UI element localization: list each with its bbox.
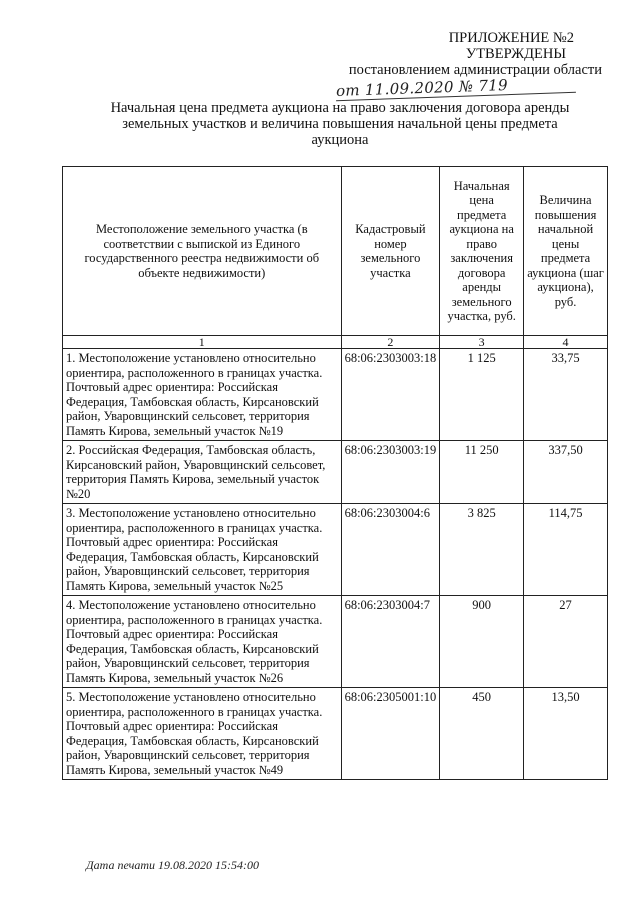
decree-line: постановлением администрации области (348, 62, 602, 78)
lot-cadastral-number: 68:06:2303004:7 (341, 596, 440, 688)
print-date: Дата печати 19.08.2020 15:54:00 (86, 858, 259, 872)
column-number: 4 (524, 336, 608, 349)
lot-location: 2. Российская Федерация, Тамбовская область, Кирсановский район, Уваровщинский сельсовет, территория Память Кирова, земельный участок №20 (63, 441, 342, 504)
table-row (63, 441, 608, 504)
lot-start-price: 3 825 (440, 504, 524, 596)
lot-cadastral-number: 68:06:2305001:10 (341, 688, 440, 780)
lot-location: 4. Местоположение установлено относительно ориентира, расположенного в границах участка. Почтовый адрес ориентира: Российская Федерация, Тамбовская область, Кирсановский район, Уваровщинский сельсовет, территория Память Кирова, земельный участок №26 (63, 596, 342, 688)
lot-auction-step: 27 (524, 596, 608, 688)
appendix-number: ПРИЛОЖЕНИЕ №2 (448, 30, 574, 46)
approved-label: УТВЕРЖДЕНЫ (465, 46, 566, 62)
lot-cadastral-number: 68:06:2303003:18 (341, 349, 440, 441)
header-start-price: Начальная цена предмета аукциона на право заключения договора аренды земельного участка, руб. (440, 167, 524, 336)
header-location: Местоположение земельного участка (в соответствии с выпиской из Единого государственного реестра недвижимости об объекте недвижимости) (63, 167, 342, 336)
column-number: 2 (341, 336, 440, 349)
column-number-row (63, 336, 608, 349)
header-cadastral: Кадастровый номер земельного участка (341, 167, 440, 336)
lot-auction-step: 33,75 (524, 349, 608, 441)
table-header-row (63, 167, 608, 336)
title-line-3: аукциона (311, 132, 369, 148)
lot-start-price: 900 (440, 596, 524, 688)
lot-start-price: 11 250 (440, 441, 524, 504)
title-line-2: земельных участков и величина повышения начальной цены предмета (122, 116, 558, 132)
lot-location: 5. Местоположение установлено относительно ориентира, расположенного в границах участка. Почтовый адрес ориентира: Российская Федерация, Тамбовская область, Кирсановский район, Уваровщинский сельсовет, территория Память Кирова, земельный участок №49 (63, 688, 342, 780)
lot-location: 1. Местоположение установлено относительно ориентира, расположенного в границах участка. Почтовый адрес ориентира: Российская Федерация, Тамбовская область, Кирсановский район, Уваровщинский сельсовет, территория Память Кирова, земельный участок №19 (63, 349, 342, 441)
auction-lots-table (62, 166, 608, 780)
column-number: 1 (63, 336, 342, 349)
document-title (70, 100, 610, 148)
lot-auction-step: 114,75 (524, 504, 608, 596)
appendix-header (349, 30, 602, 78)
lot-auction-step: 13,50 (524, 688, 608, 780)
lot-location: 3. Местоположение установлено относительно ориентира, расположенного в границах участка. Почтовый адрес ориентира: Российская Федерация, Тамбовская область, Кирсановский район, Уваровщинский сельсовет, территория Память Кирова, земельный участок №25 (63, 504, 342, 596)
lot-cadastral-number: 68:06:2303004:6 (341, 504, 440, 596)
table-row (63, 596, 608, 688)
lot-start-price: 450 (440, 688, 524, 780)
table-row (63, 349, 608, 441)
column-number: 3 (440, 336, 524, 349)
title-line-1: Начальная цена предмета аукциона на право заключения договора аренды (110, 100, 570, 116)
handwritten-date: от 11.09.2020 № 719 (335, 76, 509, 100)
table-row (63, 688, 608, 780)
lot-auction-step: 337,50 (524, 441, 608, 504)
lot-cadastral-number: 68:06:2303003:19 (341, 441, 440, 504)
header-auction-step: Величина повышения начальной цены предмета аукциона (шаг аукциона), руб. (524, 167, 608, 336)
table-row (63, 504, 608, 596)
lot-start-price: 1 125 (440, 349, 524, 441)
